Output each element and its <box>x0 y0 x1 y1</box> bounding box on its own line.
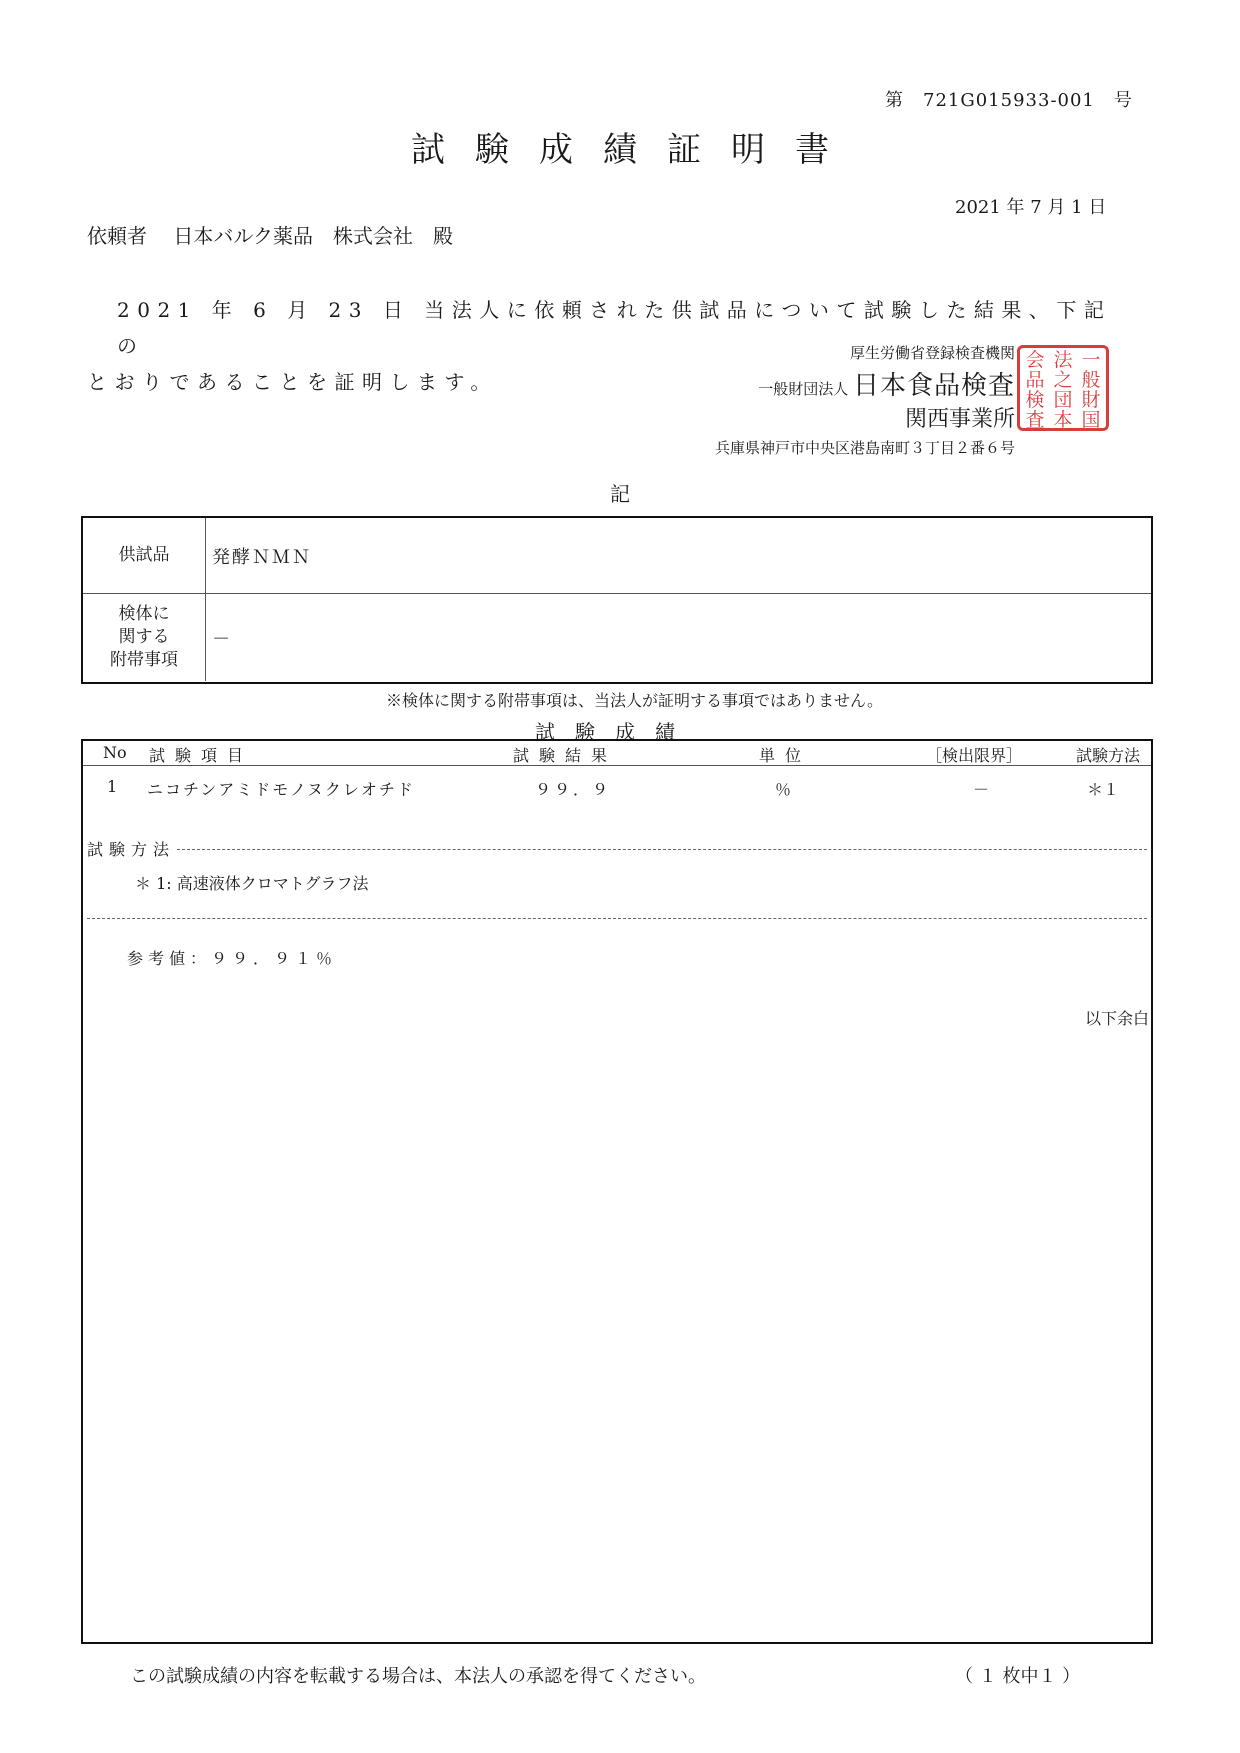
seal-char: 団 <box>1053 389 1073 411</box>
method-ref: ＊ 1: <box>135 874 172 893</box>
issuer-org-type: 一般財団法人 <box>758 380 849 398</box>
seal-char: 品 <box>1025 369 1045 391</box>
method-item <box>135 871 368 894</box>
sample-table <box>81 516 1153 684</box>
results-title: 試験成績 <box>535 720 695 744</box>
issuer-block <box>600 342 1015 458</box>
results-row <box>83 775 1151 801</box>
remainder-blank-note: 以下余白 <box>1084 1009 1149 1028</box>
seal-char: 査 <box>1025 409 1045 431</box>
remarks-label-line: 関する <box>118 627 170 647</box>
ki-heading: 記 <box>610 482 630 506</box>
results-table <box>81 739 1153 1644</box>
header-no: No <box>103 743 127 762</box>
remarks-value: － <box>212 628 232 650</box>
seal-char: 之 <box>1053 369 1073 391</box>
issuer-org-name: 日本食品検査 <box>852 371 1015 401</box>
dashed-rule <box>177 849 1147 850</box>
seal-char: 法 <box>1053 349 1073 371</box>
seal-char: 国 <box>1081 409 1101 431</box>
official-seal-icon <box>1017 345 1109 431</box>
header-limit: ［検出限界］ <box>926 746 1023 765</box>
method-name: 高速液体クロマトグラフ法 <box>176 874 369 893</box>
sample-row <box>83 518 1151 594</box>
header-unit: 単位 <box>759 746 812 765</box>
header-method: 試験方法 <box>1076 746 1141 765</box>
seal-char: 一 <box>1081 349 1101 371</box>
client-line: 依頼者 日本バルク薬品 株式会社 殿 <box>87 224 453 248</box>
issuer-branch: 関西事業所 <box>904 407 1015 432</box>
row-result: ９９．９ <box>535 780 612 799</box>
remarks-label-line: 附帯事項 <box>110 650 178 670</box>
header-item: 試験項目 <box>149 746 254 765</box>
sample-value: 発酵ＮＭＮ <box>212 546 312 568</box>
seal-char: 検 <box>1025 389 1045 411</box>
row-unit: ％ <box>775 780 792 799</box>
issuer-address: 兵庫県神戸市中央区港島南町３丁目２番６号 <box>714 439 1015 457</box>
remarks-label <box>83 594 206 681</box>
method-heading-line <box>87 837 1147 860</box>
page-count: （ １ 枚中１ ） <box>955 1666 1081 1687</box>
header-result: 試験結果 <box>513 746 618 765</box>
issuer-registration: 厚生労働省登録検査機関 <box>849 344 1015 362</box>
dashed-separator <box>87 918 1147 919</box>
row-method: ＊１ <box>1087 780 1120 799</box>
reference-value: 参考値：９９．９１％ <box>127 949 338 968</box>
results-header-row <box>83 741 1151 766</box>
issue-date: 2021 年 7 月 1 日 <box>955 197 1107 218</box>
seal-char: 会 <box>1025 349 1045 371</box>
method-heading: 試験方法 <box>87 840 176 859</box>
intro-line-1: 2021 年 6 月 23 日 当法人に依頼された供試品について試験した結果、下記の <box>117 298 1112 358</box>
sample-label: 供試品 <box>83 518 206 593</box>
row-limit: － <box>973 780 990 799</box>
sample-remarks-row <box>83 594 1151 681</box>
footer-reprint-note: この試験成績の内容を転載する場合は、本法人の承認を得てください。 <box>130 1666 706 1687</box>
row-item: ニコチンアミドモノヌクレオチド <box>147 780 415 799</box>
seal-char: 般 <box>1081 369 1101 391</box>
document-title: 試験成績証明書 <box>411 130 859 170</box>
seal-char: 財 <box>1081 389 1101 411</box>
intro-line-2: とおりであることを証明します。 <box>87 370 498 394</box>
remarks-label-line: 検体に <box>118 604 170 624</box>
certificate-number: 第 721G015933-001 号 <box>885 90 1133 111</box>
issuer-org-line <box>600 365 1015 402</box>
remarks-disclaimer: ※検体に関する附帯事項は、当法人が証明する事項ではありません。 <box>386 691 883 710</box>
seal-char: 本 <box>1053 409 1073 431</box>
row-no: 1 <box>107 777 118 796</box>
